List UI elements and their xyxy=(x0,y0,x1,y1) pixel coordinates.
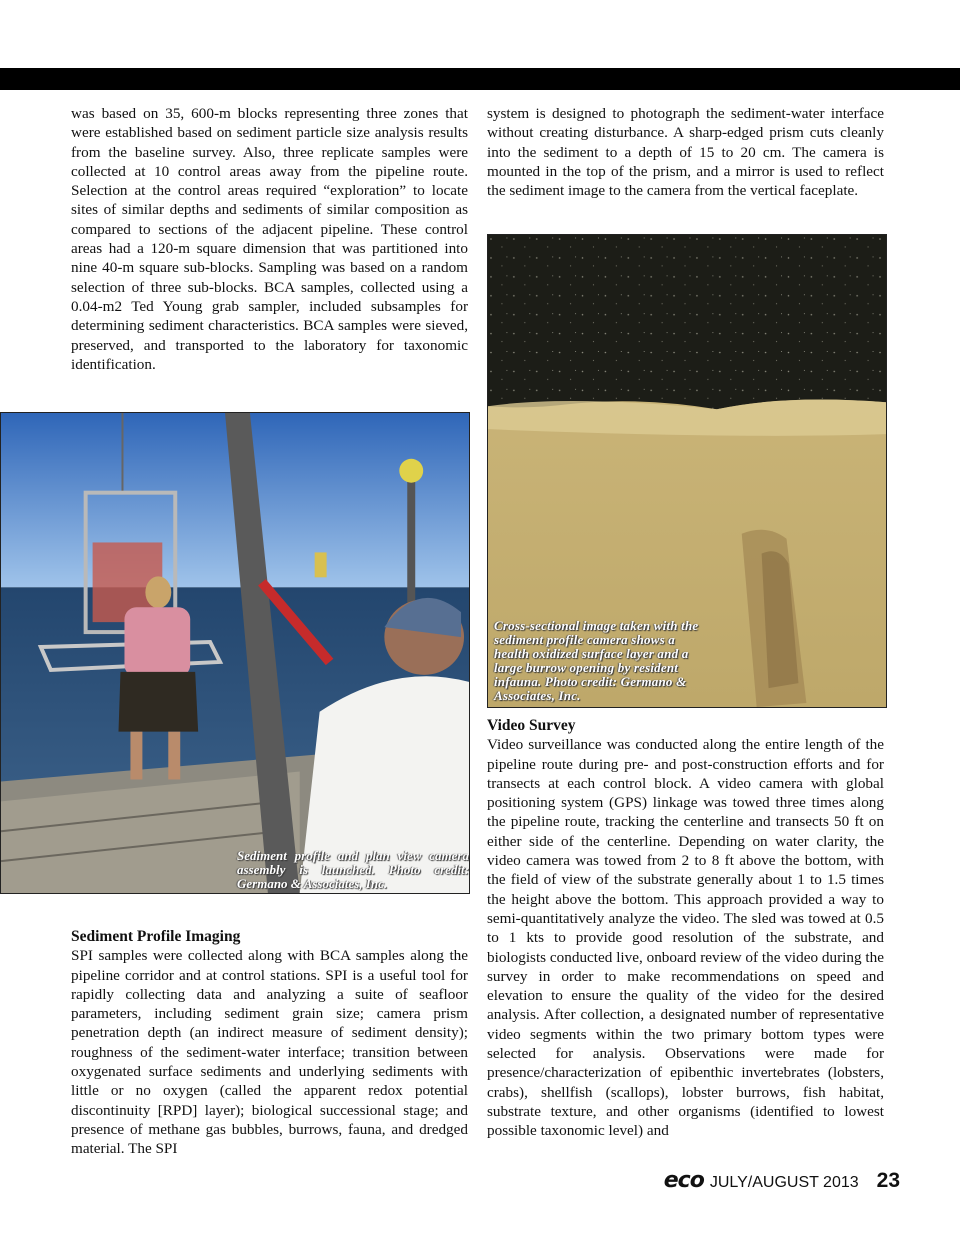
page-number: 23 xyxy=(876,1169,900,1192)
ship-deck-photo-caption: Sediment profile and plan view camera assembly is launched. Photo credit: Germano & Associates, Inc. xyxy=(237,848,469,891)
section-heading-sediment-profile: Sediment Profile Imaging xyxy=(71,928,241,945)
eco-logo: eco xyxy=(663,1168,704,1193)
video-survey-body: Video surveillance was conducted along the entire length of the pipeline route during pre- and post-construction efforts and for transects at each control block. A video camera with global positioning system (GPS) linkage was towed three times along the pipeline route, tracking the centerline and transects 50 ft on either side of the centerline. Depending on water clarity, the video camera was towed from 2 to 8 ft above the bottom, with the field of view of the substrate generally about 1 to 1.5 times the height above the bottom. This approach provided a way to semi-quantitatively analyze the video. The sled was towed at 0.5 to 1 kts to provide good resolution of the substrate, and biologists conducted live, onboard review of the video during the survey in order to make recommendations on speed and elevation to ensure the quality of the video for the desired analysis. After collection, a designated number of representative video segments within the two primary bottom types were selected for analysis. Observations were made for presence/characterization of epibenthic invertebrates (lobsters, crabs), shellfish (scallops), lobster burrows, fish habitat, substrate texture, and other organisms (identified to lowest possible taxonomic level) and xyxy=(487,736,884,1140)
left-intro-text: was based on 35, 600-m blocks representing three zones that were established based on sediment particle size analysis results from the baseline survey. Also, three replicate samples were collected at 10 control areas away from the pipeline route. Selection at the control areas required “exploration” to locate sites of similar depths and sediments of similar composition as compared to sections of the adjacent pipeline. These control areas had a 120-m square dimension that was partitioned into nine 40-m square sub-blocks. Sampling was based on a random selection of three sub-blocks. BCA samples, collected using a 0.04-m2 Ted Young grab sampler, included subsamples for determining sediment characteristics. BCA samples were sieved, preserved, and transported to the laboratory for taxonomic identification. xyxy=(71,105,468,373)
sediment-photo-caption: Cross-sectional image taken with the sediment profile camera shows a health oxidized surface layer and a large burrow opening by resident infauna. Photo credit: Germano & Associates, Inc. xyxy=(494,618,699,703)
header-bar xyxy=(0,68,960,90)
sediment-profile-body: SPI samples were collected along with BCA samples along the pipeline corridor and at control stations. SPI is a useful tool for rapidly collecting data and analyzing a suite of seafloor parameters, including sediment grain size; camera prism penetration depth (an indirect measure of sediment density); roughness of the sediment-water interface; transition between oxygenated surface sediments and underlying sediments with little or no oxygen (called the apparent redox potential discontinuity [RPD] layer); biological successional stage; and presence of methane gas bubbles, burrows, fauna, and dredged material. The SPI xyxy=(71,947,468,1158)
sediment-profile-photo xyxy=(487,234,887,708)
right-intro-text: system is designed to photograph the sediment-water interface without creating disturbance. A sharp-edged prism cuts cleanly into the sediment to a depth of 15 to 20 cm. The camera is mounted in the top of the prism, and a mirror is used to reflect the sediment image to the camera from the vertical faceplate. xyxy=(487,105,884,200)
section-heading-video-survey: Video Survey xyxy=(487,717,576,734)
video-survey-section xyxy=(487,716,884,1141)
sediment-profile-section xyxy=(71,927,468,1159)
page-footer xyxy=(664,1168,900,1198)
ship-deck-photo xyxy=(0,412,470,894)
ship-deck-illustration xyxy=(1,413,469,893)
issue-date: JULY/AUGUST 2013 xyxy=(709,1174,859,1191)
